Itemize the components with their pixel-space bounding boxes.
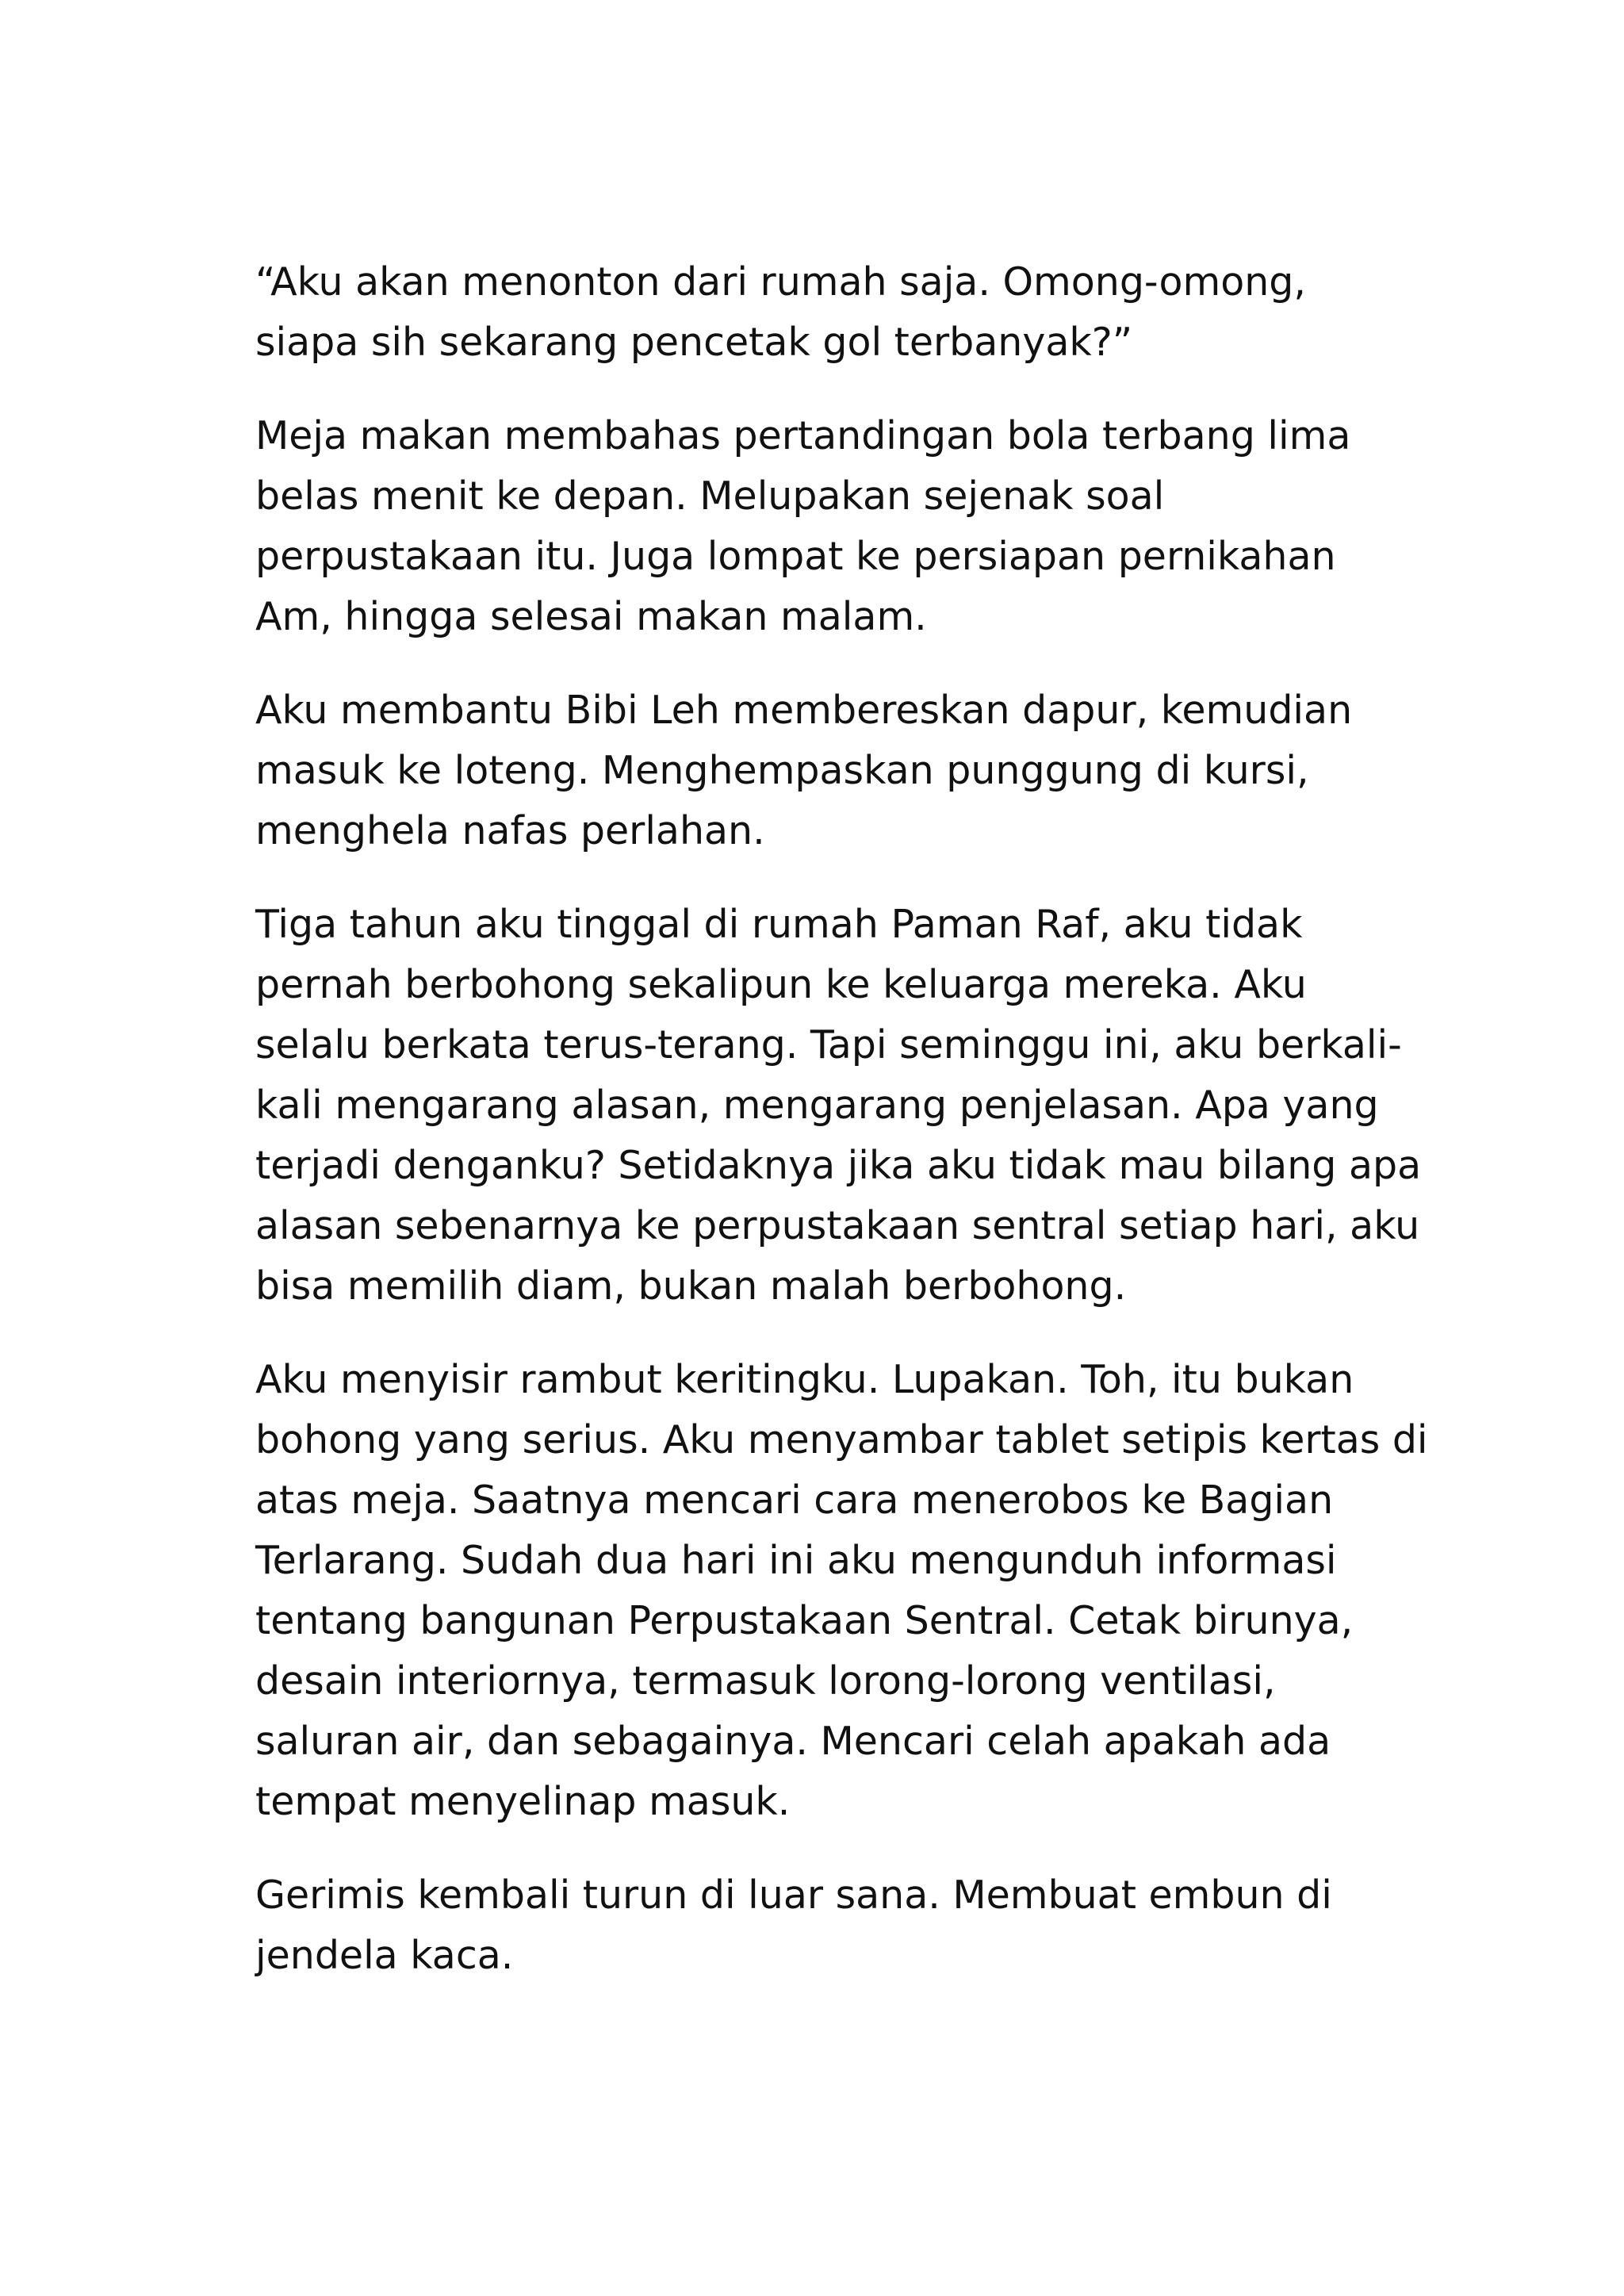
paragraph [255, 252, 1413, 373]
text-line: Meja makan membahas pertandingan bola terbang lima [255, 413, 1351, 458]
text-line: Gerimis kembali turun di luar sana. Membuat embun di [255, 1872, 1332, 1918]
text-line: siapa sih sekarang pencetak gol terbanyak?” [255, 320, 1133, 365]
text-line: Tiga tahun aku tinggal di rumah Paman Raf, aku tidak [255, 902, 1303, 947]
text-line: masuk ke loteng. Menghempaskan punggung di kursi, [255, 748, 1309, 793]
text-line: “Aku akan menonton dari rumah saja. Omong-omong, [255, 259, 1306, 305]
text-line: saluran air, dan sebagainya. Mencari celah apakah ada [255, 1719, 1331, 1764]
text-line: Aku membantu Bibi Leh membereskan dapur, kemudian [255, 688, 1353, 733]
body-text [255, 252, 1428, 2019]
paragraph [255, 406, 1413, 647]
text-line: atas meja. Saatnya mencari cara menerobos ke Bagian [255, 1478, 1334, 1523]
paragraph [255, 680, 1413, 861]
text-line: Aku menyisir rambut keritingku. Lupakan. Toh, itu bukan [255, 1357, 1354, 1402]
text-line: tempat menyelinap masuk. [255, 1779, 791, 1824]
text-line: belas menit ke depan. Melupakan sejenak soal [255, 473, 1165, 519]
paragraph [255, 1350, 1428, 1832]
text-line: jendela kaca. [255, 1933, 514, 1978]
text-line: Terlarang. Sudah dua hari ini aku mengunduh informasi [255, 1538, 1337, 1583]
text-line: Am, hingga selesai makan malam. [255, 594, 927, 639]
text-line: kali mengarang alasan, mengarang penjelasan. Apa yang [255, 1083, 1379, 1128]
text-line: tentang bangunan Perpustakaan Sentral. Cetak birunya, [255, 1598, 1354, 1643]
text-line: bisa memilih diam, bukan malah berbohong. [255, 1263, 1127, 1309]
text-line: selalu berkata terus-terang. Tapi seminggu ini, aku berkali- [255, 1022, 1402, 1068]
paragraph [255, 895, 1422, 1317]
text-line: desain interiornya, termasuk lorong-lorong ventilasi, [255, 1658, 1276, 1704]
text-line: bohong yang serius. Aku menyambar tablet setipis kertas di [255, 1417, 1428, 1462]
text-line: alasan sebenarnya ke perpustakaan sentral setiap hari, aku [255, 1203, 1420, 1248]
text-line: perpustakaan itu. Juga lompat ke persiapan pernikahan [255, 534, 1336, 579]
text-line: menghela nafas perlahan. [255, 808, 765, 853]
paragraph [255, 1865, 1413, 1986]
text-line: pernah berbohong sekalipun ke keluarga mereka. Aku [255, 962, 1307, 1007]
text-line: terjadi denganku? Setidaknya jika aku tidak mau bilang apa [255, 1143, 1422, 1188]
